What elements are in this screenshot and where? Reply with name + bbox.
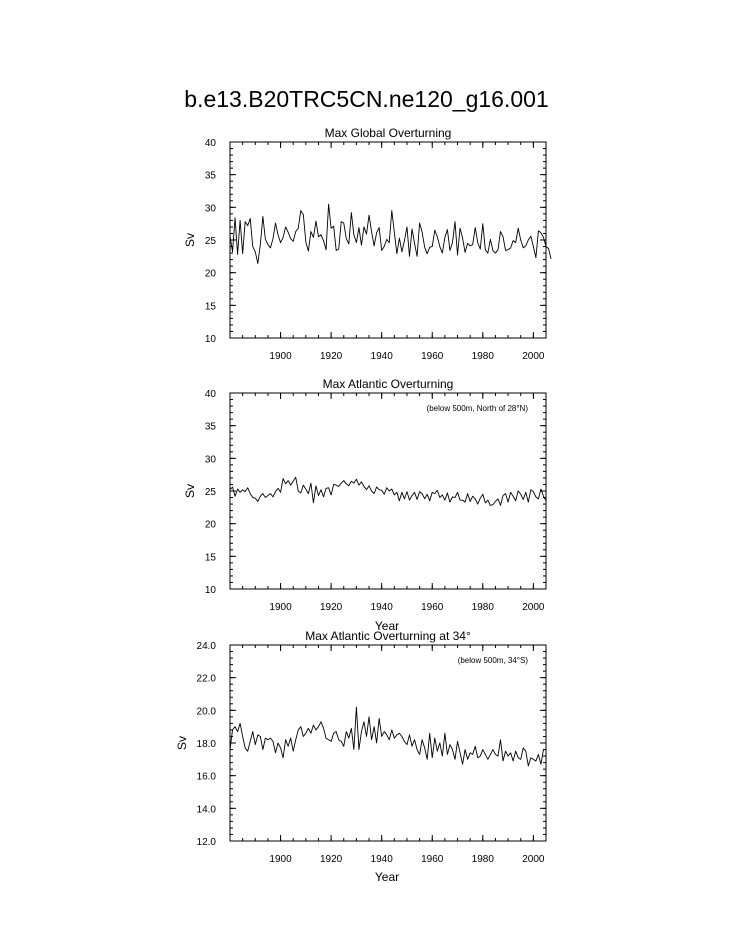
- plot-frame: [230, 142, 546, 338]
- y-tick-label: 30: [204, 454, 216, 466]
- y-tick-label: 10: [204, 585, 216, 596]
- x-tick-label: 1960: [421, 854, 444, 865]
- y-tick-label: 20.0: [196, 706, 216, 718]
- series-line: [230, 477, 546, 505]
- series-line: [230, 204, 551, 263]
- y-tick-label: 40: [204, 138, 216, 149]
- x-tick-label: 2000: [522, 602, 545, 613]
- x-tick-label: 1940: [370, 351, 393, 362]
- y-tick-label: 35: [204, 170, 216, 182]
- y-axis-label: Sv: [183, 232, 197, 248]
- x-tick-label: 1980: [471, 854, 494, 865]
- x-tick-label: 1980: [471, 351, 494, 362]
- x-tick-label: 1960: [421, 602, 444, 613]
- x-tick-label: 1960: [421, 351, 444, 362]
- chart-title: Max Atlantic Overturning at 34°: [305, 629, 471, 643]
- y-tick-label: 20: [204, 268, 216, 280]
- y-tick-label: 25: [204, 236, 216, 247]
- y-tick-label: 15: [204, 552, 216, 564]
- x-tick-label: 1940: [370, 602, 393, 613]
- y-tick-label: 16.0: [196, 771, 216, 783]
- x-tick-label: 1900: [269, 854, 292, 865]
- y-tick-label: 24.0: [196, 641, 216, 652]
- x-tick-label: 1920: [319, 602, 343, 613]
- y-tick-label: 30: [204, 203, 216, 215]
- x-axis-label: Year: [374, 870, 400, 884]
- x-tick-label: 1920: [319, 854, 343, 865]
- x-tick-label: 1920: [319, 351, 343, 362]
- x-axis-label: Year: [374, 619, 400, 633]
- y-tick-label: 20: [204, 519, 216, 531]
- plot-frame: [230, 393, 546, 589]
- plot-frame: [230, 645, 546, 841]
- chart-panel-2: [183, 377, 546, 633]
- chart-title: Max Global Overturning: [324, 126, 452, 140]
- x-tick-label: 1980: [471, 602, 494, 613]
- y-tick-label: 12.0: [196, 837, 216, 848]
- x-tick-label: 1940: [370, 854, 393, 865]
- y-tick-label: 18.0: [196, 739, 216, 750]
- chart-note: (below 500m, 34°S): [457, 656, 528, 665]
- chart-panel-3: [175, 629, 546, 884]
- y-axis-label: Sv: [183, 483, 197, 499]
- y-axis-label: Sv: [175, 735, 189, 751]
- y-tick-label: 35: [204, 421, 216, 433]
- chart-panel-1: [183, 126, 551, 362]
- chart-note: (below 500m, North of 28°N): [426, 404, 528, 413]
- x-tick-label: 1900: [269, 602, 292, 613]
- x-tick-label: 2000: [522, 351, 545, 362]
- y-tick-label: 10: [204, 334, 216, 345]
- y-tick-label: 25: [204, 487, 216, 498]
- y-tick-label: 22.0: [196, 673, 216, 685]
- figure-title: b.e13.B20TRC5CN.ne120_g16.001: [184, 86, 549, 112]
- y-tick-label: 15: [204, 301, 216, 313]
- series-line: [230, 707, 546, 766]
- x-tick-label: 1900: [269, 351, 292, 362]
- y-tick-label: 40: [204, 389, 216, 400]
- y-tick-label: 14.0: [196, 804, 216, 816]
- x-tick-label: 2000: [522, 854, 545, 865]
- chart-title: Max Atlantic Overturning: [322, 377, 454, 391]
